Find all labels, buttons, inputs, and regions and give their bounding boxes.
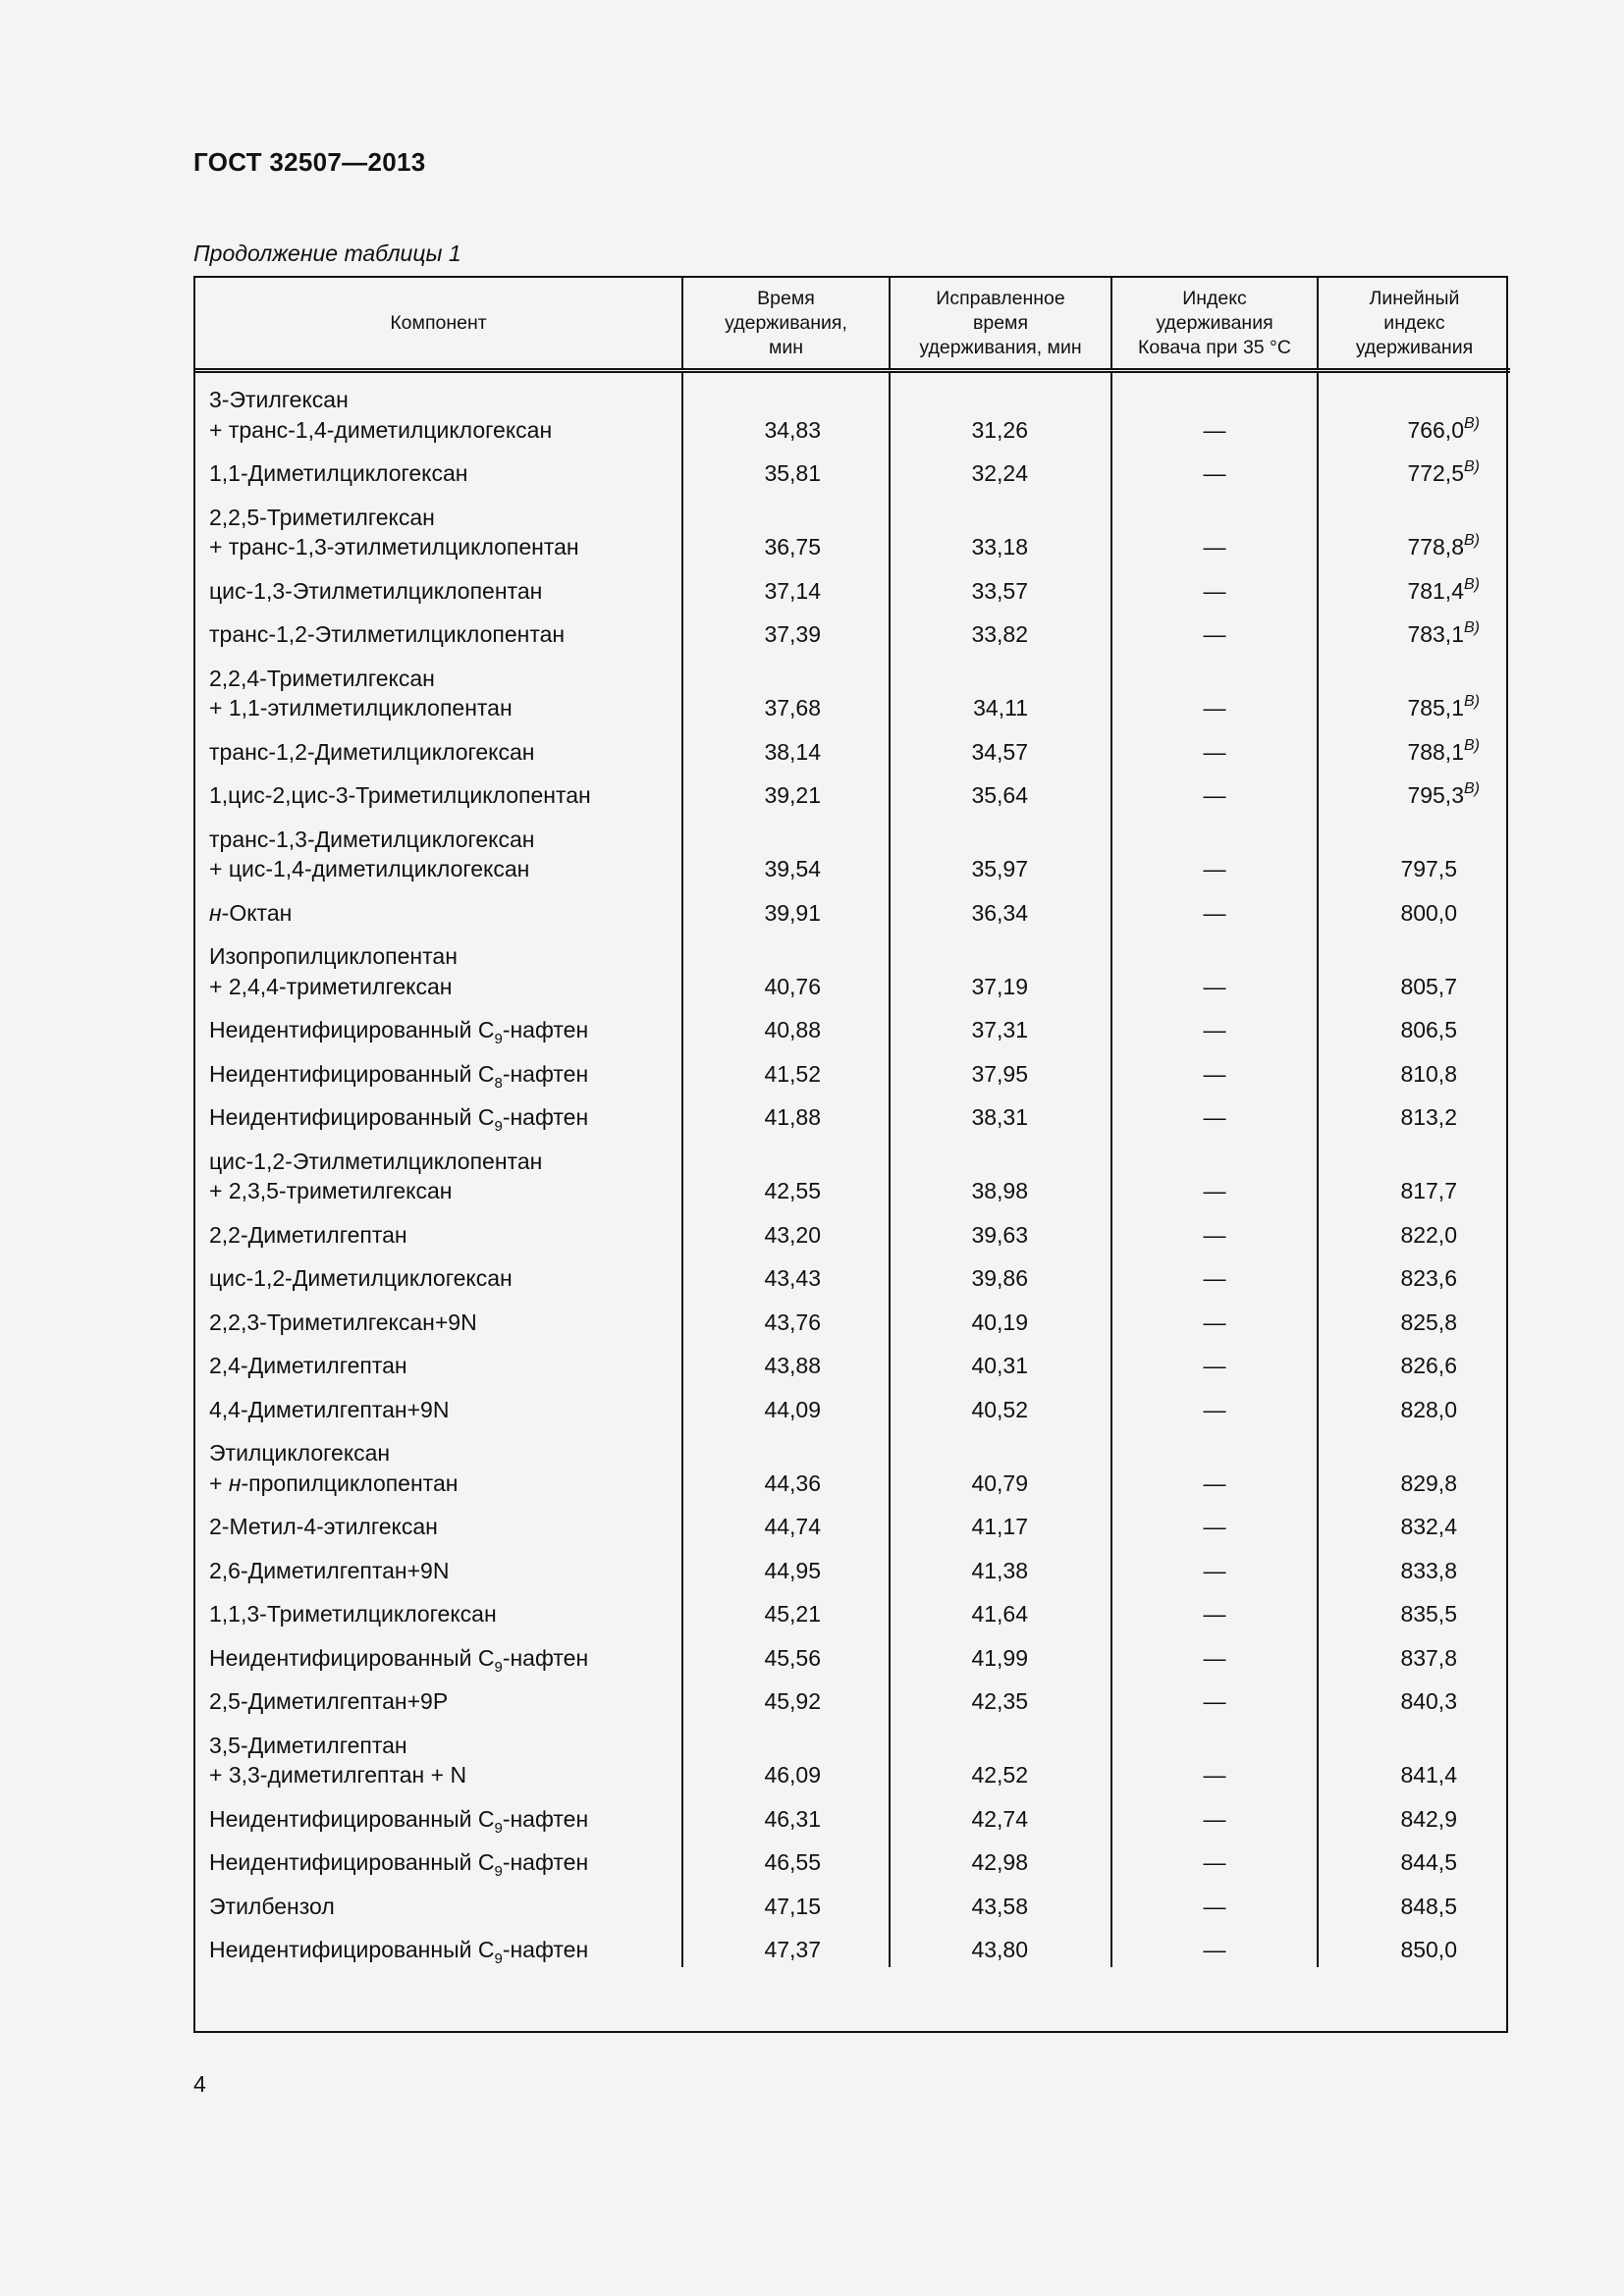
linear-index-cell: [1318, 1095, 1510, 1140]
linear-index-cell: [1318, 934, 1510, 1008]
component-name-line: + 2,3,5-триметилгексан: [209, 1178, 453, 1203]
corrected-time-cell: 41,99: [890, 1636, 1111, 1681]
component-name-line: + транс-1,4-диметилциклогексан: [209, 416, 553, 443]
corrected-time-cell: 40,79: [890, 1431, 1111, 1505]
linear-index-value: 800,0: [1400, 899, 1457, 926]
component-name-line: Неидентифицированный $C_9$-нафтен: [209, 1805, 589, 1837]
corrected-time-cell: 38,98: [890, 1140, 1111, 1213]
retention-time-cell: 41,88: [682, 1095, 890, 1140]
component-name-line: 2,2-Диметилгептан: [209, 1221, 407, 1248]
component-name-line: Неидентифицированный $C_9$-нафтен: [209, 1644, 589, 1676]
corrected-time-cell: 33,57: [890, 569, 1111, 614]
component-cell: [195, 569, 682, 614]
retention-time-cell: 44,74: [682, 1505, 890, 1549]
component-name-line: 1,цис-2,цис-3-Триметилциклопентан: [209, 782, 591, 808]
kovats-index-cell: —: [1111, 934, 1318, 1008]
component-name-line: 2,2,3-Триметилгексан+9N: [209, 1308, 477, 1335]
linear-index-cell: [1318, 1052, 1510, 1096]
footnote-marker: В): [1464, 414, 1480, 432]
column-header-kovats-index: Индекс удерживания Ковача при 35 °С: [1111, 278, 1318, 371]
corrected-time-cell: 40,52: [890, 1388, 1111, 1432]
table-row: [195, 371, 1510, 453]
component-name-line: цис-1,2-Диметилциклогексан: [209, 1265, 513, 1291]
linear-index-value: 835,5: [1400, 1601, 1457, 1627]
column-header-component: Компонент: [195, 278, 682, 371]
linear-index-value: 850,0: [1400, 1937, 1457, 1962]
page-number: 4: [193, 2071, 206, 2097]
component-name-line: 3-Этилгексан: [209, 387, 349, 412]
retention-time-cell: 39,21: [682, 774, 890, 818]
table-row: [195, 1052, 1510, 1096]
component-name-line: Этилбензол: [209, 1893, 335, 1919]
column-header-linear-index: Линейный индекс удерживания: [1318, 278, 1510, 371]
table-row: [195, 1680, 1510, 1724]
kovats-index-cell: —: [1111, 613, 1318, 657]
corrected-time-cell: 42,35: [890, 1680, 1111, 1724]
component-name-line: + н-пропилциклопентан: [209, 1469, 459, 1496]
corrected-time-cell: 34,57: [890, 730, 1111, 774]
retention-time-cell: 34,83: [682, 371, 890, 453]
linear-index-cell: [1318, 657, 1510, 730]
component-name-line: 4,4-Диметилгептан+9N: [209, 1396, 450, 1422]
linear-index-cell: [1318, 496, 1510, 569]
footnote-marker: В): [1464, 458, 1480, 475]
linear-index-cell: [1318, 569, 1510, 614]
component-cell: [195, 1797, 682, 1842]
component-name-line: Неидентифицированный $C_8$-нафтен: [209, 1060, 589, 1092]
linear-index-value: 805,7: [1400, 973, 1457, 999]
component-cell: [195, 1505, 682, 1549]
kovats-index-cell: —: [1111, 569, 1318, 614]
linear-index-cell: [1318, 1797, 1510, 1842]
retention-time-cell: 37,39: [682, 613, 890, 657]
component-cell: [195, 1344, 682, 1388]
retention-time-cell: 44,95: [682, 1549, 890, 1593]
table-header-row: [195, 278, 1510, 371]
table-row: [195, 1095, 1510, 1140]
retention-time-cell: 46,31: [682, 1797, 890, 1842]
component-name-line: 2,2,4-Триметилгексан: [209, 665, 435, 691]
linear-index-value: 813,2: [1400, 1104, 1457, 1130]
kovats-index-cell: —: [1111, 774, 1318, 818]
kovats-index-cell: —: [1111, 1301, 1318, 1345]
corrected-time-cell: 35,64: [890, 774, 1111, 818]
corrected-time-cell: 42,98: [890, 1841, 1111, 1885]
footnote-marker: В): [1464, 736, 1480, 754]
kovats-index-cell: —: [1111, 1592, 1318, 1636]
retention-time-cell: 47,37: [682, 1928, 890, 1967]
component-cell: [195, 657, 682, 730]
table-row: [195, 891, 1510, 935]
corrected-time-cell: 41,17: [890, 1505, 1111, 1549]
retention-time-cell: 43,88: [682, 1344, 890, 1388]
kovats-index-cell: —: [1111, 1636, 1318, 1681]
retention-time-cell: 39,54: [682, 818, 890, 891]
kovats-index-cell: —: [1111, 496, 1318, 569]
footnote-marker: В): [1464, 575, 1480, 593]
linear-index-value: 840,3: [1400, 1688, 1457, 1714]
retention-time-cell: 45,56: [682, 1636, 890, 1681]
kovats-index-cell: —: [1111, 371, 1318, 453]
retention-time-cell: 42,55: [682, 1140, 890, 1213]
retention-time-cell: 47,15: [682, 1885, 890, 1929]
linear-index-cell: [1318, 1301, 1510, 1345]
component-cell: [195, 1592, 682, 1636]
component-cell: [195, 613, 682, 657]
table-row: [195, 1140, 1510, 1213]
linear-index-value: 797,5: [1400, 856, 1457, 881]
footnote-marker: В): [1464, 532, 1480, 549]
component-name-line: н-Октан: [209, 899, 293, 926]
kovats-index-cell: —: [1111, 1213, 1318, 1257]
kovats-index-cell: —: [1111, 1431, 1318, 1505]
corrected-time-cell: 33,18: [890, 496, 1111, 569]
table-caption: Продолжение таблицы 1: [193, 240, 461, 266]
component-name-line: цис-1,2-Этилметилциклопентан: [209, 1148, 543, 1174]
retention-time-cell: 45,92: [682, 1680, 890, 1724]
component-cell: [195, 891, 682, 935]
component-cell: [195, 774, 682, 818]
linear-index-value: 806,5: [1400, 1017, 1457, 1042]
component-name-line: 2-Метил-4-этилгексан: [209, 1514, 438, 1539]
linear-index-value: 844,5: [1400, 1849, 1457, 1875]
footnote-marker: В): [1464, 619, 1480, 636]
table-row: [195, 1301, 1510, 1345]
linear-index-cell: [1318, 1344, 1510, 1388]
kovats-index-cell: —: [1111, 1256, 1318, 1301]
corrected-time-cell: 31,26: [890, 371, 1111, 453]
component-name-line: Изопропилциклопентан: [209, 943, 458, 969]
linear-index-cell: [1318, 1256, 1510, 1301]
kovats-index-cell: —: [1111, 1095, 1318, 1140]
table-row: [195, 1213, 1510, 1257]
retention-time-cell: 43,76: [682, 1301, 890, 1345]
component-name-line: транс-1,2-Диметилциклогексан: [209, 738, 535, 765]
corrected-time-cell: 41,38: [890, 1549, 1111, 1593]
linear-index-cell: [1318, 730, 1510, 774]
component-name-line: 2,6-Диметилгептан+9N: [209, 1557, 450, 1583]
table-row: [195, 496, 1510, 569]
kovats-index-cell: —: [1111, 1885, 1318, 1929]
component-name-line: транс-1,3-Диметилциклогексан: [209, 826, 535, 852]
component-cell: [195, 1928, 682, 1967]
component-name-line: цис-1,3-Этилметилциклопентан: [209, 577, 543, 604]
component-cell: [195, 1549, 682, 1593]
kovats-index-cell: —: [1111, 1549, 1318, 1593]
retention-time-cell: 35,81: [682, 452, 890, 496]
kovats-index-cell: —: [1111, 1140, 1318, 1213]
kovats-index-cell: —: [1111, 657, 1318, 730]
kovats-index-cell: —: [1111, 1680, 1318, 1724]
linear-index-value: 783,1: [1407, 621, 1464, 647]
table-row: [195, 1256, 1510, 1301]
retention-time-cell: 36,75: [682, 496, 890, 569]
component-name-line: Этилциклогексан: [209, 1440, 391, 1466]
table-row: [195, 1388, 1510, 1432]
linear-index-value: 825,8: [1400, 1308, 1457, 1335]
linear-index-cell: [1318, 613, 1510, 657]
linear-index-cell: [1318, 1592, 1510, 1636]
data-table: [193, 276, 1508, 2033]
table-row: [195, 934, 1510, 1008]
component-cell: [195, 1213, 682, 1257]
component-cell: [195, 1431, 682, 1505]
retention-time-cell: 43,43: [682, 1256, 890, 1301]
linear-index-cell: [1318, 774, 1510, 818]
linear-index-cell: [1318, 1549, 1510, 1593]
table-row: [195, 730, 1510, 774]
linear-index-cell: [1318, 818, 1510, 891]
component-name-line: Неидентифицированный $C_9$-нафтен: [209, 1104, 589, 1135]
linear-index-cell: [1318, 1928, 1510, 1967]
linear-index-cell: [1318, 1140, 1510, 1213]
corrected-time-cell: 38,31: [890, 1095, 1111, 1140]
retention-time-cell: 44,09: [682, 1388, 890, 1432]
component-cell: [195, 452, 682, 496]
retention-time-cell: 43,20: [682, 1213, 890, 1257]
kovats-index-cell: —: [1111, 1008, 1318, 1052]
linear-index-value: 795,3: [1407, 782, 1464, 808]
linear-index-value: 781,4: [1407, 577, 1464, 604]
component-cell: [195, 1841, 682, 1885]
kovats-index-cell: —: [1111, 891, 1318, 935]
table-row: [195, 774, 1510, 818]
table-row: [195, 1636, 1510, 1681]
component-name-line: транс-1,2-Этилметилциклопентан: [209, 621, 566, 647]
component-cell: [195, 1636, 682, 1681]
linear-index-value: 810,8: [1400, 1060, 1457, 1087]
retention-time-cell: 45,21: [682, 1592, 890, 1636]
linear-index-cell: [1318, 1885, 1510, 1929]
corrected-time-cell: 41,64: [890, 1592, 1111, 1636]
corrected-time-cell: 35,97: [890, 818, 1111, 891]
table-row: [195, 1724, 1510, 1797]
table-row: [195, 1431, 1510, 1505]
document-header: ГОСТ 32507—2013: [193, 147, 426, 177]
footnote-marker: В): [1464, 780, 1480, 797]
table-row: [195, 1008, 1510, 1052]
linear-index-cell: [1318, 1388, 1510, 1432]
kovats-index-cell: —: [1111, 1841, 1318, 1885]
linear-index-value: 823,6: [1400, 1265, 1457, 1291]
corrected-time-cell: 39,86: [890, 1256, 1111, 1301]
linear-index-cell: [1318, 1008, 1510, 1052]
retention-time-cell: 40,88: [682, 1008, 890, 1052]
kovats-index-cell: —: [1111, 1797, 1318, 1842]
corrected-time-cell: 39,63: [890, 1213, 1111, 1257]
footnote-marker: В): [1464, 693, 1480, 710]
linear-index-cell: [1318, 1431, 1510, 1505]
kovats-index-cell: —: [1111, 1344, 1318, 1388]
corrected-time-cell: 43,58: [890, 1885, 1111, 1929]
linear-index-value: 833,8: [1400, 1557, 1457, 1583]
kovats-index-cell: —: [1111, 1505, 1318, 1549]
component-name-line: 3,5-Диметилгептан: [209, 1732, 407, 1758]
table-row: [195, 1505, 1510, 1549]
table-row: [195, 613, 1510, 657]
linear-index-cell: [1318, 1636, 1510, 1681]
linear-index-value: 817,7: [1400, 1178, 1457, 1203]
linear-index-value: 766,0: [1407, 416, 1464, 443]
retention-time-cell: 46,55: [682, 1841, 890, 1885]
component-cell: [195, 1140, 682, 1213]
table-row: [195, 1841, 1510, 1885]
component-cell: [195, 934, 682, 1008]
column-header-corrected-time: Исправленное время удерживания, мин: [890, 278, 1111, 371]
linear-index-cell: [1318, 1680, 1510, 1724]
linear-index-value: 842,9: [1400, 1805, 1457, 1832]
linear-index-cell: [1318, 1213, 1510, 1257]
component-cell: [195, 1680, 682, 1724]
component-cell: [195, 1052, 682, 1096]
kovats-index-cell: —: [1111, 1724, 1318, 1797]
corrected-time-cell: 37,31: [890, 1008, 1111, 1052]
kovats-index-cell: —: [1111, 1928, 1318, 1967]
component-cell: [195, 1885, 682, 1929]
component-cell: [195, 818, 682, 891]
linear-index-value: 772,5: [1407, 460, 1464, 486]
linear-index-value: 837,8: [1400, 1644, 1457, 1671]
corrected-time-cell: 40,19: [890, 1301, 1111, 1345]
linear-index-value: 788,1: [1407, 738, 1464, 765]
table-row: [195, 1797, 1510, 1842]
linear-index-value: 822,0: [1400, 1221, 1457, 1248]
component-cell: [195, 1301, 682, 1345]
component-cell: [195, 371, 682, 453]
component-name-line: + 2,4,4-триметилгексан: [209, 973, 453, 999]
table-row: [195, 657, 1510, 730]
linear-index-cell: [1318, 1505, 1510, 1549]
kovats-index-cell: —: [1111, 818, 1318, 891]
component-name-line: Неидентифицированный $C_9$-нафтен: [209, 1017, 589, 1047]
corrected-time-cell: 37,95: [890, 1052, 1111, 1096]
kovats-index-cell: —: [1111, 1052, 1318, 1096]
table-row: [195, 1344, 1510, 1388]
component-cell: [195, 1008, 682, 1052]
table-row: [195, 569, 1510, 614]
component-name-line: 2,4-Диметилгептан: [209, 1353, 407, 1378]
retention-time-cell: 38,14: [682, 730, 890, 774]
corrected-time-cell: 42,74: [890, 1797, 1111, 1842]
component-name-line: 1,1-Диметилциклогексан: [209, 460, 468, 486]
corrected-time-cell: 37,19: [890, 934, 1111, 1008]
linear-index-value: 778,8: [1407, 534, 1464, 560]
retention-time-cell: 39,91: [682, 891, 890, 935]
table-row: [195, 1592, 1510, 1636]
component-name-line: 2,2,5-Триметилгексан: [209, 504, 435, 530]
linear-index-cell: [1318, 1841, 1510, 1885]
linear-index-value: 826,6: [1400, 1353, 1457, 1378]
retention-time-cell: 44,36: [682, 1431, 890, 1505]
component-cell: [195, 1388, 682, 1432]
linear-index-value: 828,0: [1400, 1396, 1457, 1422]
corrected-time-cell: 33,82: [890, 613, 1111, 657]
retention-time-cell: 37,68: [682, 657, 890, 730]
kovats-index-cell: —: [1111, 1388, 1318, 1432]
retention-time-cell: 41,52: [682, 1052, 890, 1096]
kovats-index-cell: —: [1111, 730, 1318, 774]
component-name-line: + 3,3-диметилгептан + N: [209, 1762, 467, 1788]
linear-index-value: 832,4: [1400, 1514, 1457, 1539]
corrected-time-cell: 34,11: [890, 657, 1111, 730]
table-row: [195, 1928, 1510, 1967]
table-row: [195, 818, 1510, 891]
kovats-index-cell: —: [1111, 452, 1318, 496]
linear-index-cell: [1318, 891, 1510, 935]
component-name-line: + цис-1,4-диметилциклогексан: [209, 856, 530, 881]
table-row: [195, 1549, 1510, 1593]
component-name-line: + 1,1-этилметилциклопентан: [209, 695, 513, 721]
retention-time-cell: 37,14: [682, 569, 890, 614]
column-header-retention-time: Время удерживания, мин: [682, 278, 890, 371]
linear-index-value: 841,4: [1400, 1762, 1457, 1788]
component-cell: [195, 1724, 682, 1797]
linear-index-value: 785,1: [1407, 695, 1464, 721]
table-row: [195, 1885, 1510, 1929]
corrected-time-cell: 43,80: [890, 1928, 1111, 1967]
linear-index-value: 848,5: [1400, 1893, 1457, 1919]
linear-index-value: 829,8: [1400, 1469, 1457, 1496]
retention-time-cell: 46,09: [682, 1724, 890, 1797]
corrected-time-cell: 32,24: [890, 452, 1111, 496]
component-name-line: Неидентифицированный $C_9$-нафтен: [209, 1849, 589, 1880]
component-cell: [195, 730, 682, 774]
component-cell: [195, 1095, 682, 1140]
linear-index-cell: [1318, 452, 1510, 496]
corrected-time-cell: 42,52: [890, 1724, 1111, 1797]
component-name-line: 1,1,3-Триметилциклогексан: [209, 1601, 497, 1627]
component-cell: [195, 496, 682, 569]
component-name-line: + транс-1,3-этилметилциклопентан: [209, 534, 579, 560]
table-row: [195, 452, 1510, 496]
retention-time-cell: 40,76: [682, 934, 890, 1008]
component-name-line: Неидентифицированный $C_9$-нафтен: [209, 1937, 589, 1967]
linear-index-cell: [1318, 371, 1510, 453]
linear-index-cell: [1318, 1724, 1510, 1797]
corrected-time-cell: 40,31: [890, 1344, 1111, 1388]
component-cell: [195, 1256, 682, 1301]
corrected-time-cell: 36,34: [890, 891, 1111, 935]
component-name-line: 2,5-Диметилгептан+9P: [209, 1688, 449, 1714]
